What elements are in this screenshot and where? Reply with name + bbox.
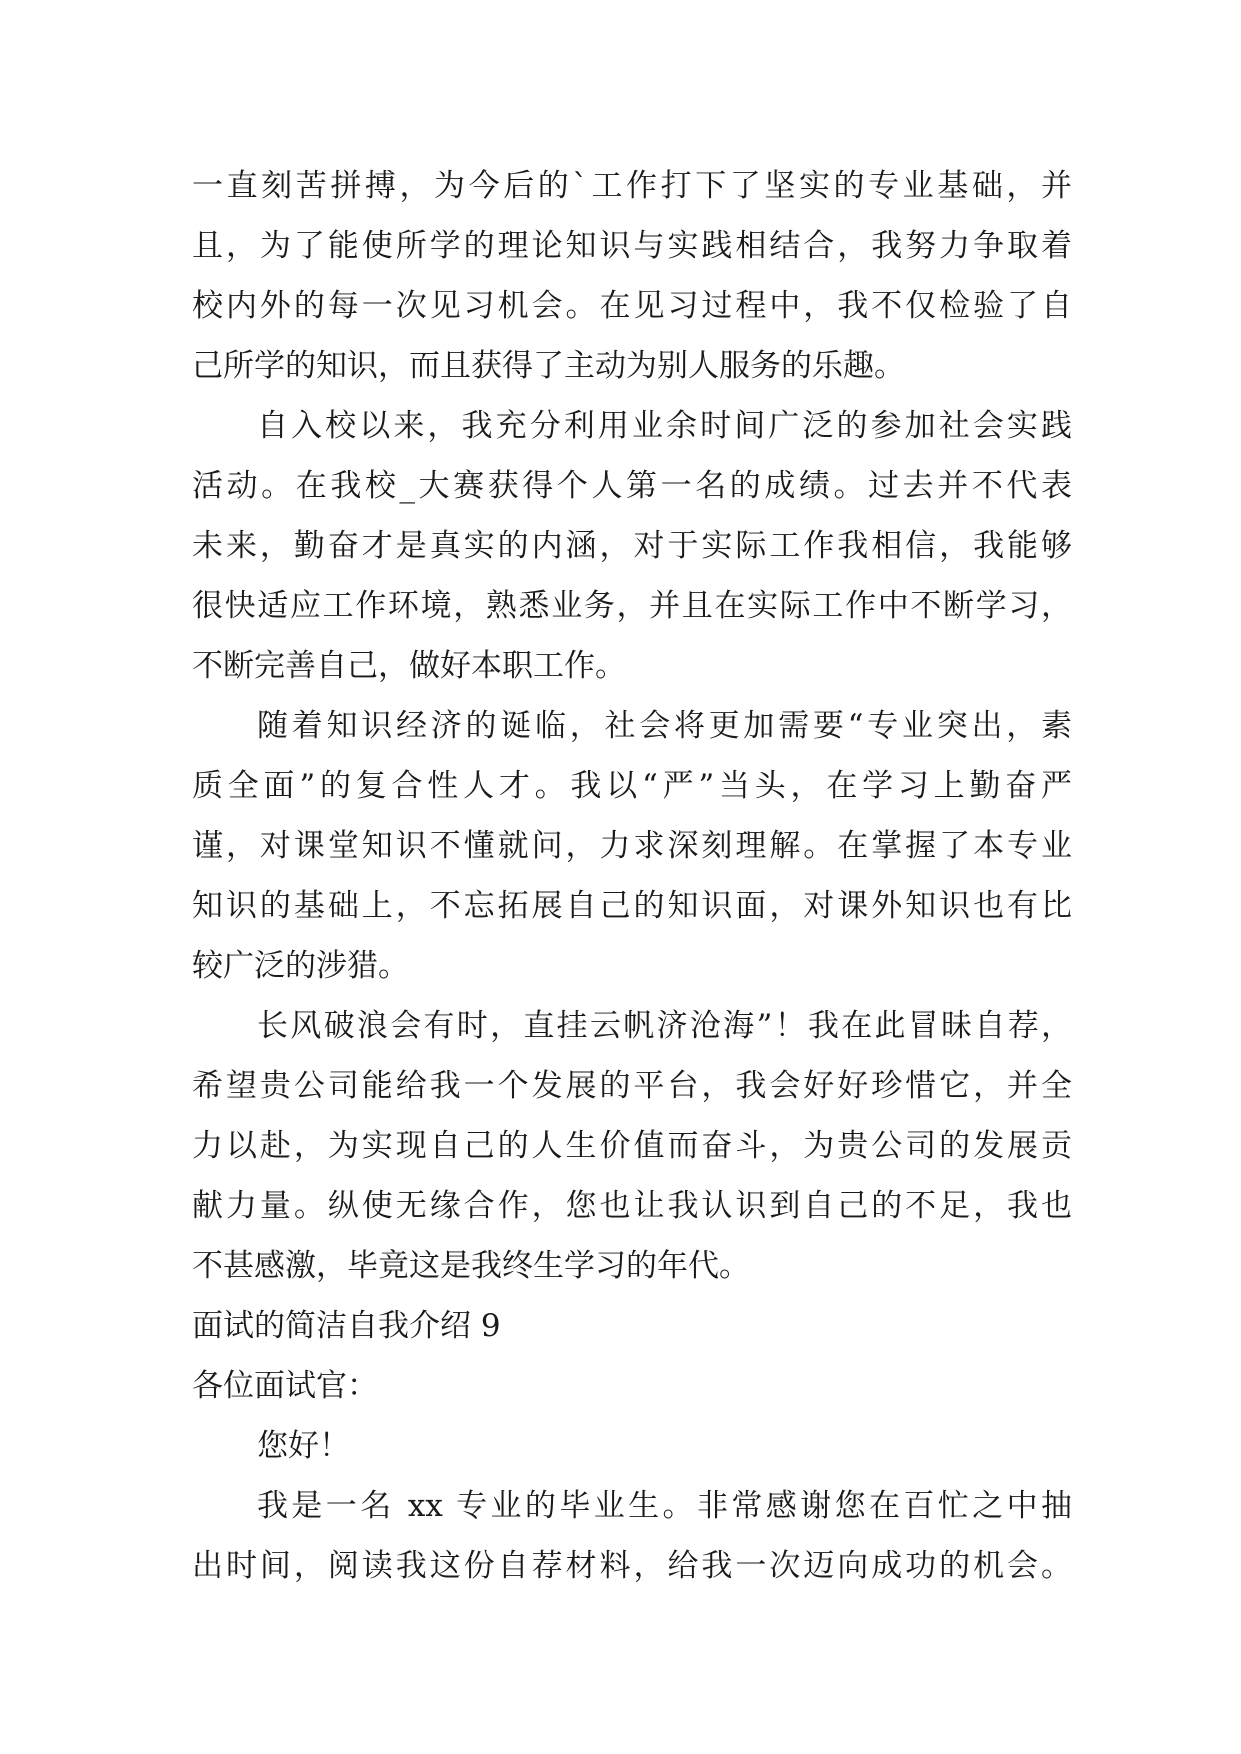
paragraph-line: 谨，对课堂知识不懂就问，力求深刻理解。在掌握了本专业	[192, 828, 1072, 864]
paragraph-line: 未来，勤奋才是真实的内涵，对于实际工作我相信，我能够	[192, 528, 1072, 564]
salutation: 各位面试官：	[192, 1368, 378, 1404]
section-heading: 面试的简洁自我介绍 9	[192, 1308, 501, 1344]
paragraph-line: 一直刻苦拼搏，为今后的`工作打下了坚实的专业基础，并	[192, 168, 1072, 204]
paragraph-line: 很快适应工作环境，熟悉业务，并且在实际工作中不断学习，	[192, 588, 1072, 624]
paragraph-line: 随着知识经济的诞临，社会将更加需要“专业突出，素	[257, 708, 1072, 744]
paragraph-line: 己所学的知识，而且获得了主动为别人服务的乐趣。	[192, 348, 905, 384]
paragraph-line: 长风破浪会有时，直挂云帆济沧海”！我在此冒昧自荐，	[257, 1008, 1072, 1044]
paragraph-line: 且，为了能使所学的理论知识与实践相结合，我努力争取着	[192, 228, 1072, 264]
paragraph-line: 不甚感激，毕竟这是我终生学习的年代。	[192, 1248, 750, 1284]
paragraph-line: 校内外的每一次见习机会。在见习过程中，我不仅检验了自	[192, 288, 1072, 324]
paragraph-line: 较广泛的涉猎。	[192, 948, 409, 984]
greeting: 您好！	[257, 1428, 350, 1464]
paragraph-line: 我是一名 xx 专业的毕业生。非常感谢您在百忙之中抽	[257, 1488, 1072, 1524]
paragraph-line: 活动。在我校_大赛获得个人第一名的成绩。过去并不代表	[192, 468, 1072, 504]
paragraph-line: 知识的基础上，不忘拓展自己的知识面，对课外知识也有比	[192, 888, 1072, 924]
paragraph-line: 希望贵公司能给我一个发展的平台，我会好好珍惜它，并全	[192, 1068, 1072, 1104]
paragraph-line: 自入校以来，我充分利用业余时间广泛的参加社会实践	[257, 408, 1072, 444]
paragraph-line: 献力量。纵使无缘合作，您也让我认识到自己的不足，我也	[192, 1188, 1072, 1224]
paragraph-line: 质全面”的复合性人才。我以“严”当头，在学习上勤奋严	[192, 768, 1072, 804]
paragraph-line: 出时间，阅读我这份自荐材料，给我一次迈向成功的机会。	[192, 1548, 1072, 1584]
paragraph-line: 不断完善自己，做好本职工作。	[192, 648, 626, 684]
paragraph-line: 力以赴，为实现自己的人生价值而奋斗，为贵公司的发展贡	[192, 1128, 1072, 1164]
